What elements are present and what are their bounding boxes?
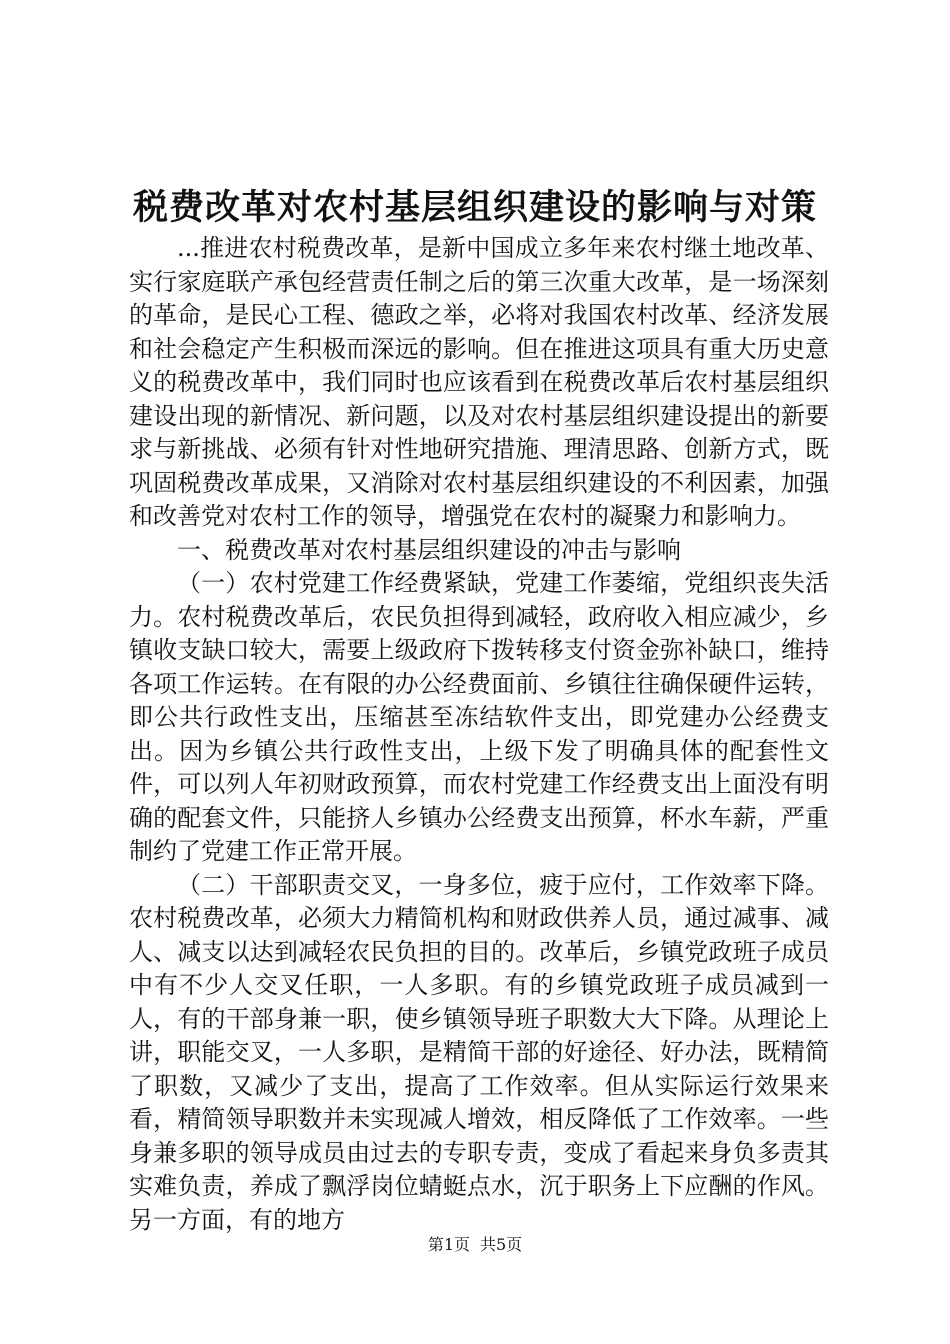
page-number: 第1页 xyxy=(427,1235,470,1254)
subsection-paragraph-2: （二）干部职责交叉，一身多位，疲于应付，工作效率下降。农村税费改革，必须大力精简机构和财政供养人员，通过减事、减人、减支以达到减轻农民负担的目的。改革后，乡镇党政班子成员中有不少人交叉任职，一人多职。有的乡镇党政班子成员减到一人，有的干部身兼一职，使乡镇领导班子职数大大下降。从理论上讲，职能交叉，一人多职，是精简干部的好途径、好办法，既精简了职数，又减少了支出，提高了工作效率。但从实际运行效果来看，精简领导职数并未实现减人增效，相反降低了工作效率。一些身兼多职的领导成员由过去的专职专责，变成了看起来身负多责其实难负责，养成了飘浮岗位蜻蜓点水，沉于职务上下应酬的作风。另一方面，有的地方 xyxy=(129,870,829,1234)
intro-paragraph: ...推进农村税费改革，是新中国成立多年来农村继土地改革、实行家庭联产承包经营责任制之后的第三次重大改革，是一场深刻的革命，是民心工程、德政之举，必将对我国农村改革、经济发展和社会稳定产生积极而深远的影响。但在推进这项具有重大历史意义的税费改革中，我们同时也应该看到在税费改革后农村基层组织建设出现的新情况、新问题，以及对农村基层组织建设提出的新要求与新挑战、必须有针对性地研究措施、理清思路、创新方式，既巩固税费改革成果，又消除对农村基层组织建设的不利因素，加强和改善党对农村工作的领导，增强党在农村的凝聚力和影响力。 xyxy=(129,234,829,530)
page-footer xyxy=(0,1235,950,1255)
document-body xyxy=(129,232,829,1237)
section-heading: 一、税费改革对农村基层组织建设的冲击与影响 xyxy=(177,535,681,564)
page-total: 共5页 xyxy=(480,1235,523,1254)
subsection-paragraph-1: （一）农村党建工作经费紧缺，党建工作萎缩，党组织丧失活力。农村税费改革后，农民负担得到减轻，政府收入相应减少，乡镇收支缺口较大，需要上级政府下拨转移支付资金弥补缺口，维持各项工作运转。在有限的办公经费面前、乡镇往往确保硬件运转，即公共行政性支出，压缩甚至冻结软件支出，即党建办公经费支出。因为乡镇公共行政性支出，上级下发了明确具体的配套性文件，可以列人年初财政预算，而农村党建工作经费支出上面没有明确的配套文件，只能挤人乡镇办公经费支出预算，杯水车薪，严重制约了党建工作正常开展。 xyxy=(129,569,829,865)
document-title: 税费改革对农村基层组织建设的影响与对策 xyxy=(132,187,817,228)
